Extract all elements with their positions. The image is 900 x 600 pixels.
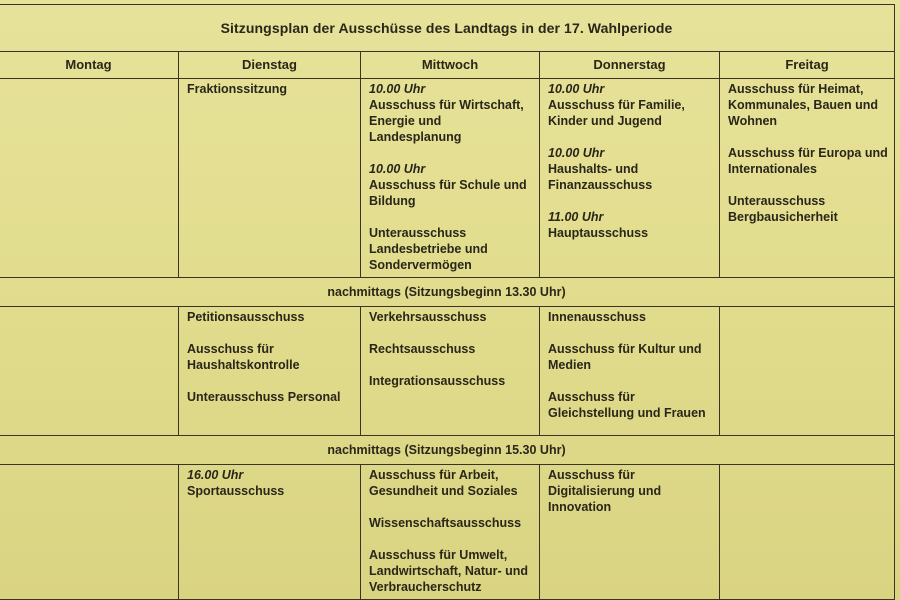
committee-name-line: Petitionsausschuss bbox=[187, 310, 305, 324]
committee-name-line: Gesundheit und Soziales bbox=[369, 484, 518, 498]
day-header-mittwoch: Mittwoch bbox=[361, 52, 540, 79]
afternoon-1330-mittwoch-cell bbox=[361, 307, 540, 436]
committee-name-line: Innovation bbox=[548, 500, 612, 514]
morning-freitag-cell bbox=[720, 79, 895, 278]
committee-name-line: Ausschuss für Europa und bbox=[728, 146, 888, 160]
committee-name-line: Ausschuss für Schule und bbox=[369, 178, 527, 192]
committee-name-line: Ausschuss für Kultur und bbox=[548, 342, 702, 356]
committee-entry bbox=[369, 467, 533, 499]
afternoon-1530-mittwoch-cell bbox=[361, 465, 540, 600]
committee-name-line: Unterausschuss bbox=[369, 226, 467, 240]
section-header-1330: nachmittags (Sitzungsbeginn 13.30 Uhr) bbox=[0, 278, 895, 307]
committee-entry bbox=[728, 145, 888, 177]
committee-name-line: Integrationsausschuss bbox=[369, 374, 506, 388]
committee-entry bbox=[187, 309, 354, 325]
committee-entry bbox=[369, 309, 533, 325]
committee-entry bbox=[369, 373, 533, 389]
committee-entry bbox=[369, 225, 533, 273]
afternoon-1330-row bbox=[0, 307, 895, 436]
committee-name-line: Landesplanung bbox=[369, 130, 462, 144]
committee-name-line: Verkehrsausschuss bbox=[369, 310, 487, 324]
committee-name-line: Ausschuss für Wirtschaft, bbox=[369, 98, 524, 112]
day-header-dienstag: Dienstag bbox=[179, 52, 361, 79]
afternoon-1330-dienstag-cell bbox=[179, 307, 361, 436]
committee-name-line: Wissenschaftsausschuss bbox=[369, 516, 522, 530]
morning-montag-cell bbox=[0, 79, 179, 278]
committee-entry bbox=[369, 81, 533, 145]
session-time: 11.00 Uhr bbox=[548, 210, 604, 224]
committee-entry bbox=[187, 389, 354, 405]
committee-entry bbox=[187, 341, 354, 373]
committee-entry bbox=[728, 193, 888, 225]
committee-entry bbox=[369, 341, 533, 357]
committee-name-line: Landwirtschaft, Natur- und bbox=[369, 564, 529, 578]
committee-name-line: Bildung bbox=[369, 194, 416, 208]
committee-name-line: Sondervermögen bbox=[369, 258, 472, 272]
committee-name-line: Ausschuss für bbox=[548, 390, 635, 404]
afternoon-1530-row bbox=[0, 465, 895, 600]
committee-entry bbox=[728, 81, 888, 129]
committee-entry bbox=[548, 389, 713, 421]
morning-row bbox=[0, 79, 895, 278]
committee-entry bbox=[548, 341, 713, 373]
afternoon-1530-dienstag-cell bbox=[179, 465, 361, 600]
committee-name-line: Unterausschuss Personal bbox=[187, 390, 341, 404]
day-header-donnerstag: Donnerstag bbox=[540, 52, 720, 79]
afternoon-1530-donnerstag-cell bbox=[540, 465, 720, 600]
committee-name-line: Hauptausschuss bbox=[548, 226, 649, 240]
session-time: 10.00 Uhr bbox=[548, 146, 605, 160]
session-time: 10.00 Uhr bbox=[369, 162, 426, 176]
committee-entry bbox=[187, 81, 354, 97]
committee-name-line: Verbraucherschutz bbox=[369, 580, 482, 594]
committee-name-line: Ausschuss für bbox=[548, 468, 635, 482]
schedule-title: Sitzungsplan der Ausschüsse des Landtags in der 17. Wahlperiode bbox=[0, 5, 895, 52]
day-header-freitag: Freitag bbox=[720, 52, 895, 79]
committee-name-line: Ausschuss für Heimat, bbox=[728, 82, 864, 96]
committee-name-line: Kommunales, Bauen und bbox=[728, 98, 879, 112]
committee-name-line: Haushaltskontrolle bbox=[187, 358, 300, 372]
committee-entry bbox=[548, 209, 713, 241]
committee-entry bbox=[548, 309, 713, 325]
committee-name-line: Digitalisierung und bbox=[548, 484, 662, 498]
section-header-1530: nachmittags (Sitzungsbeginn 15.30 Uhr) bbox=[0, 436, 895, 465]
committee-name-line: Ausschuss für Umwelt, bbox=[369, 548, 508, 562]
committee-entry bbox=[548, 145, 713, 193]
committee-name-line: Ausschuss für Familie, bbox=[548, 98, 685, 112]
afternoon-1530-freitag-cell bbox=[720, 465, 895, 600]
committee-entry bbox=[548, 467, 713, 515]
committee-name-line: Internationales bbox=[728, 162, 817, 176]
session-time: 16.00 Uhr bbox=[187, 468, 244, 482]
committee-name-line: Bergbausicherheit bbox=[728, 210, 838, 224]
afternoon-1330-montag-cell bbox=[0, 307, 179, 436]
day-header-montag: Montag bbox=[0, 52, 179, 79]
committee-name-line: Sportausschuss bbox=[187, 484, 285, 498]
committee-entry bbox=[369, 515, 533, 531]
committee-entry bbox=[369, 547, 533, 595]
committee-name-line: Innenausschuss bbox=[548, 310, 646, 324]
committee-name-line: Medien bbox=[548, 358, 592, 372]
committee-name-line: Landesbetriebe und bbox=[369, 242, 488, 256]
committee-name-line: Ausschuss für Arbeit, bbox=[369, 468, 499, 482]
committee-name-line: Wohnen bbox=[728, 114, 778, 128]
committee-entry bbox=[187, 467, 354, 499]
committee-name-line: Haushalts- und bbox=[548, 162, 639, 176]
committee-name-line: Ausschuss für bbox=[187, 342, 274, 356]
morning-mittwoch-cell bbox=[361, 79, 540, 278]
session-time: 10.00 Uhr bbox=[548, 82, 605, 96]
morning-donnerstag-cell bbox=[540, 79, 720, 278]
schedule-table bbox=[0, 4, 895, 600]
afternoon-1330-donnerstag-cell bbox=[540, 307, 720, 436]
committee-name-line: Fraktionssitzung bbox=[187, 82, 288, 96]
afternoon-1530-montag-cell bbox=[0, 465, 179, 600]
morning-dienstag-cell bbox=[179, 79, 361, 278]
committee-name-line: Unterausschuss bbox=[728, 194, 826, 208]
afternoon-1330-freitag-cell bbox=[720, 307, 895, 436]
committee-name-line: Energie und bbox=[369, 114, 442, 128]
committee-entry bbox=[369, 161, 533, 209]
session-time: 10.00 Uhr bbox=[369, 82, 426, 96]
committee-entry bbox=[548, 81, 713, 129]
committee-name-line: Gleichstellung und Frauen bbox=[548, 406, 706, 420]
committee-name-line: Finanzausschuss bbox=[548, 178, 653, 192]
committee-name-line: Rechtsausschuss bbox=[369, 342, 476, 356]
committee-name-line: Kinder und Jugend bbox=[548, 114, 662, 128]
